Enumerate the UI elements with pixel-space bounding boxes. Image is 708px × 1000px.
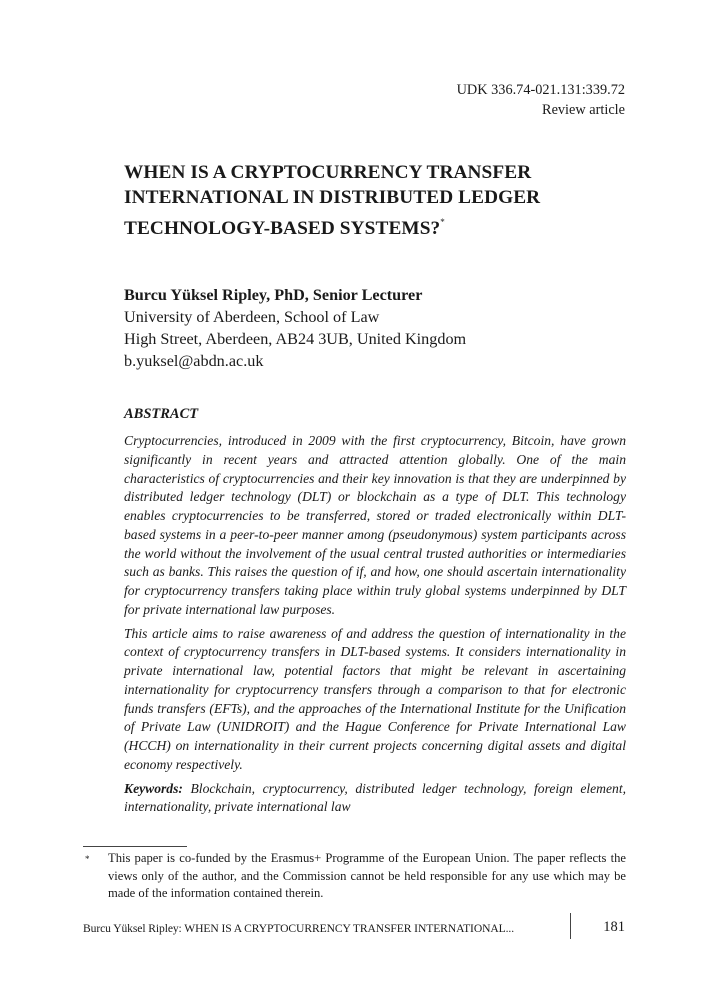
title-line-3 — [124, 210, 594, 241]
keywords — [124, 780, 626, 818]
author-block — [124, 284, 624, 372]
article-title — [124, 160, 594, 241]
abstract-paragraph-1: Cryptocurrencies, introduced in 2009 with the first cryptocurrency, Bitcoin, have grown significantly in recent years and attracted attention globally. One of the main characteristics of cryptocurrencies and their key innovation is that they are underpinned by distributed ledger technology (DLT) or blockchain as a type of DLT. This technology enables cryptocurrencies to be transferred, stored or traded electronically within DLT-based systems in a peer-to-peer manner among (pseudonymous) system participants across the world without the involvement of the usual central trusted authorities or intermediaries such as banks. This raises the question of if, and how, one should ascertain internationality for cryptocurrency transfers taking place within truly global systems underpinned by DLT for private international law purposes. — [124, 433, 626, 617]
udk-code: UDK 336.74-021.131:339.72 — [456, 82, 625, 98]
keywords-text: Blockchain, cryptocurrency, distributed ledger technology, foreign element, internationality, private international law — [124, 780, 626, 815]
classification-header — [457, 80, 625, 120]
footnote-text: This paper is co-funded by the Erasmus+ Programme of the European Union. The paper reflects the views only of the author, and the Commission cannot be held responsible for any use which may be made of the information contained therein. — [108, 851, 626, 900]
footnote-rule — [83, 846, 187, 847]
footnote-mark: * — [85, 854, 90, 864]
title-line-3-text: TECHNOLOGY-BASED SYSTEMS? — [124, 218, 441, 239]
title-line-1: WHEN IS A CRYPTOCURRENCY TRANSFER — [124, 162, 532, 183]
author-address: High Street, Aberdeen, AB24 3UB, United Kingdom — [124, 330, 467, 348]
author-affiliation: University of Aberdeen, School of Law — [124, 308, 380, 326]
article-type: Review article — [542, 102, 625, 118]
keywords-label: Keywords: — [124, 780, 183, 796]
footer-divider — [570, 913, 571, 939]
page-number: 181 — [603, 919, 625, 935]
abstract-heading: ABSTRACT — [124, 406, 199, 422]
abstract-body — [124, 432, 626, 822]
title-line-2: INTERNATIONAL IN DISTRIBUTED LEDGER — [124, 187, 541, 208]
author-name: Burcu Yüksel Ripley, PhD, Senior Lecturer — [124, 286, 423, 304]
footnote — [83, 850, 626, 903]
author-email: b.yuksel@abdn.ac.uk — [124, 352, 264, 370]
title-footnote-mark: * — [440, 217, 445, 227]
running-footer: Burcu Yüksel Ripley: WHEN IS A CRYPTOCURRENCY TRANSFER INTERNATIONAL... — [83, 922, 515, 935]
abstract-paragraph-2: This article aims to raise awareness of and address the question of internationality in the context of cryptocurrency transfers in DLT-based systems. It considers internationality in private international law, potential factors that might be relevant in ascertaining internationality for cryptocurrency transfers through a comparison to that for electronic funds transfers (EFTs), and the approaches of the International Institute for the Unification of Private Law (UNIDROIT) and the Hague Conference for Private International Law (HCCH) on internationality in their current projects concerning digital assets and digital economy respectively. — [124, 625, 626, 772]
